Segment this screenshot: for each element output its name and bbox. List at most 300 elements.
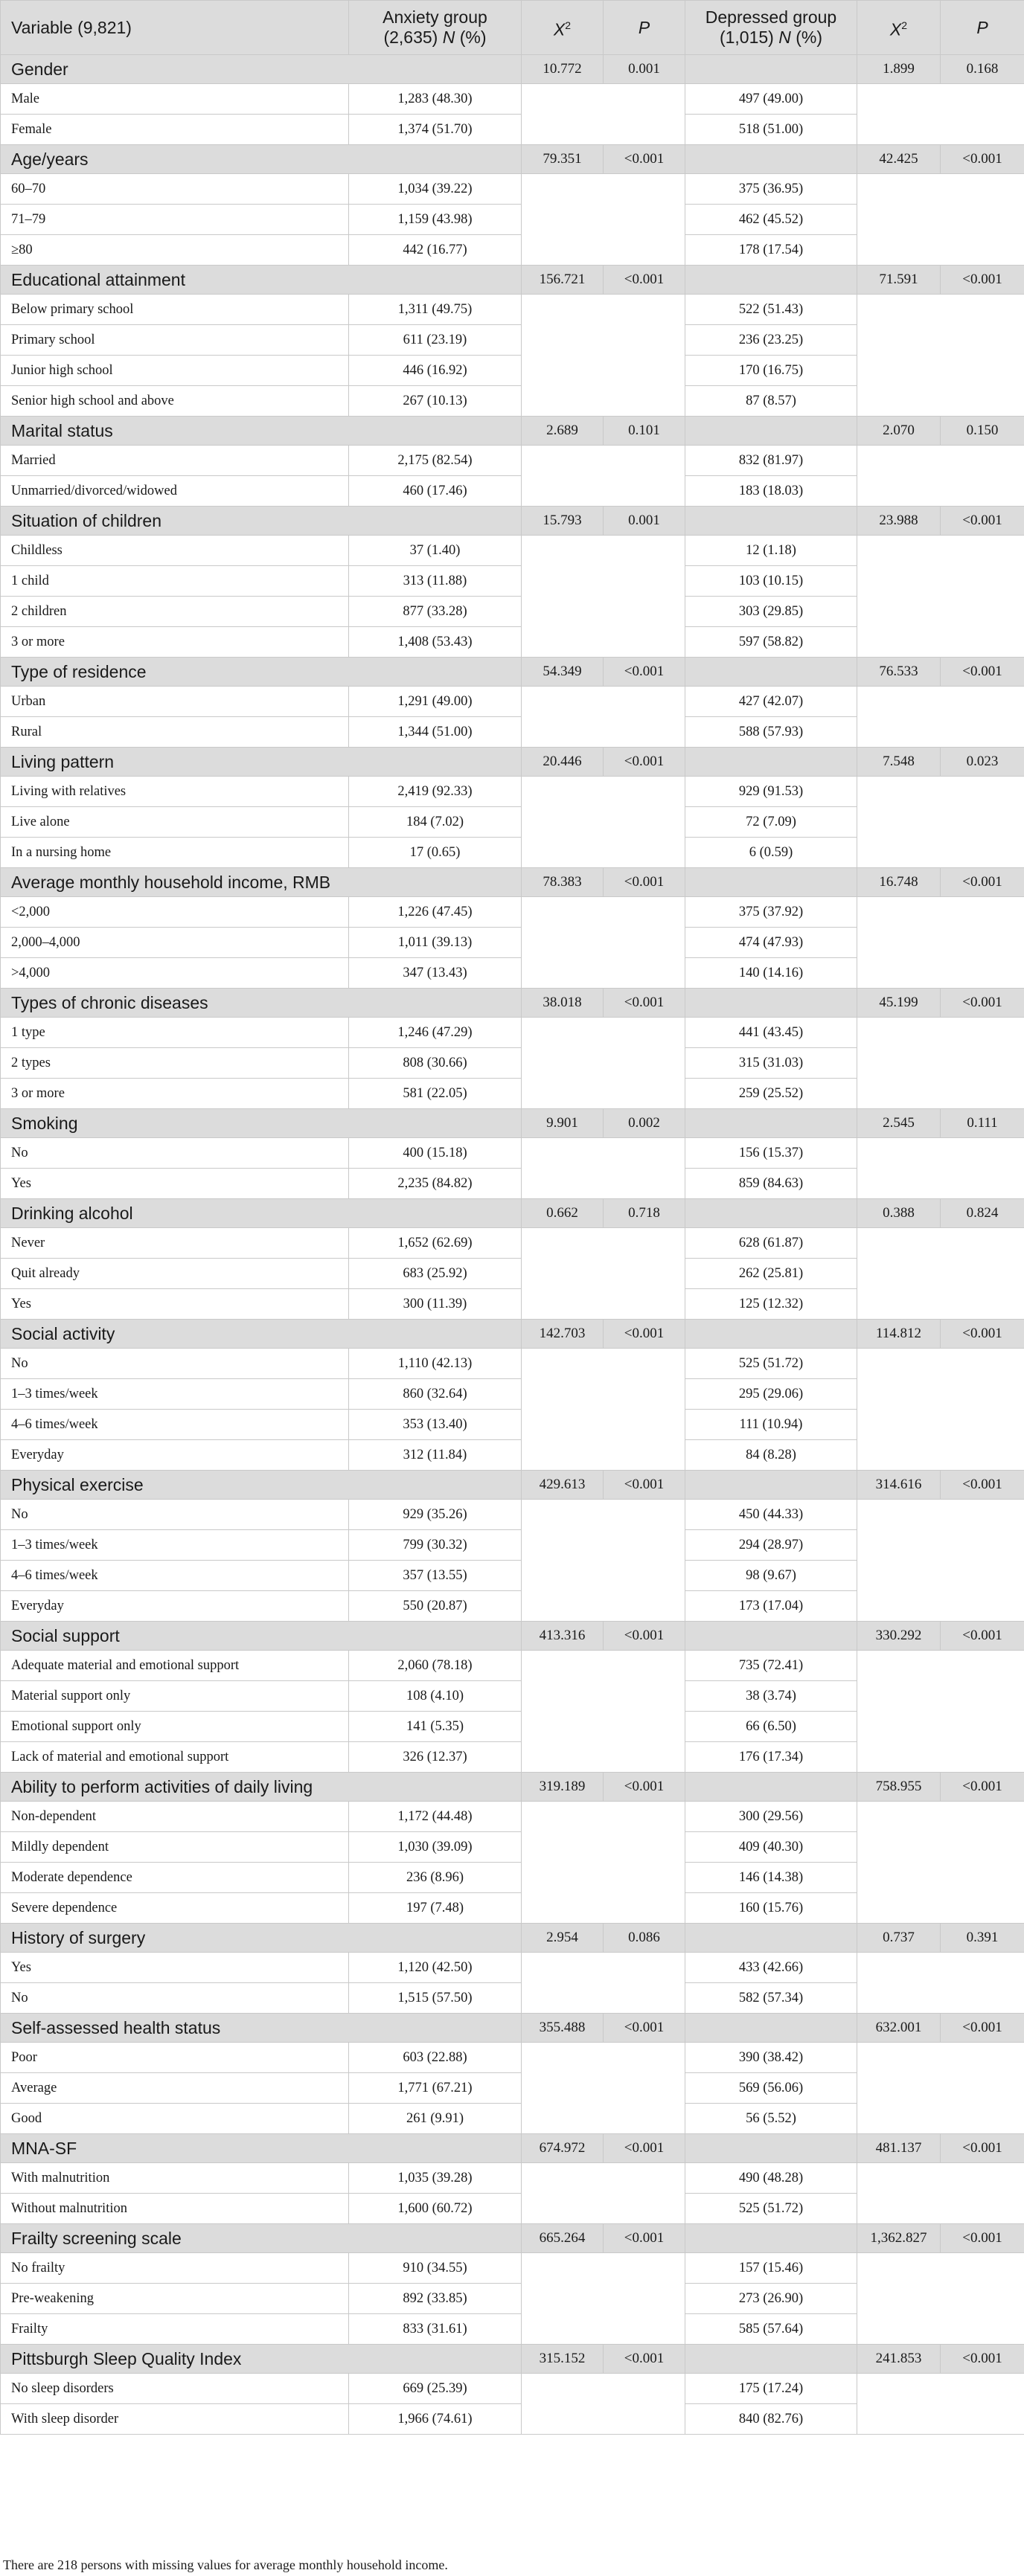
depressed-count-cell: 522 (51.43)	[685, 295, 857, 325]
header-anxiety-p: P	[604, 1, 685, 55]
anxiety-count-cell: 892 (33.85)	[349, 2284, 522, 2314]
anxiety-count-cell: 312 (11.84)	[349, 1440, 522, 1471]
anxiety-stat-empty-cell	[522, 446, 685, 507]
anxiety-chi-square-value: 20.446	[522, 748, 604, 777]
category-label: <2,000	[1, 897, 349, 928]
depressed-count-cell: 160 (15.76)	[685, 1893, 857, 1924]
group-name: Average monthly household income, RMB	[1, 868, 522, 897]
depressed-count-cell: 156 (15.37)	[685, 1138, 857, 1169]
anxiety-count-cell: 1,966 (74.61)	[349, 2404, 522, 2435]
anxiety-count-cell: 1,120 (42.50)	[349, 1953, 522, 1983]
depressed-count-cell: 98 (9.67)	[685, 1561, 857, 1591]
anxiety-chi-square-value: 355.488	[522, 2014, 604, 2043]
anxiety-stat-empty-cell	[522, 1500, 685, 1622]
depressed-chi-square-value: 0.737	[857, 1924, 941, 1953]
category-label: In a nursing home	[1, 838, 349, 868]
group-header-row	[1, 1109, 1024, 1138]
anxiety-stat-empty-cell	[522, 1228, 685, 1320]
depressed-count-cell: 157 (15.46)	[685, 2253, 857, 2284]
depressed-stat-empty-cell	[857, 1651, 1024, 1773]
anxiety-stat-empty-cell	[522, 2253, 685, 2345]
depressed-count-cell: 72 (7.09)	[685, 807, 857, 838]
depressed-group-spacer	[685, 1622, 857, 1651]
group-header-row	[1, 658, 1024, 687]
depressed-p-value: <0.001	[941, 658, 1024, 687]
depressed-count-cell: 375 (36.95)	[685, 174, 857, 205]
depressed-chi-square-value: 114.812	[857, 1320, 941, 1349]
depressed-group-spacer	[685, 1773, 857, 1802]
group-name: Type of residence	[1, 658, 522, 687]
anxiety-count-cell: 261 (9.91)	[349, 2104, 522, 2134]
header-depressed-count: (1,015)	[719, 28, 774, 47]
anxiety-count-cell: 877 (33.28)	[349, 597, 522, 627]
depressed-count-cell: 840 (82.76)	[685, 2404, 857, 2435]
anxiety-count-cell: 313 (11.88)	[349, 566, 522, 597]
depressed-p-value: 0.150	[941, 417, 1024, 446]
group-name: Social activity	[1, 1320, 522, 1349]
anxiety-chi-square-value: 413.316	[522, 1622, 604, 1651]
anxiety-stat-empty-cell	[522, 1802, 685, 1924]
depressed-count-cell: 103 (10.15)	[685, 566, 857, 597]
category-label: Lack of material and emotional support	[1, 1742, 349, 1773]
depressed-count-cell: 929 (91.53)	[685, 777, 857, 807]
anxiety-count-cell: 1,246 (47.29)	[349, 1018, 522, 1048]
table-row	[1, 1802, 1024, 1832]
category-label: Urban	[1, 687, 349, 717]
anxiety-chi-square-value: 315.152	[522, 2345, 604, 2374]
category-label: No	[1, 1500, 349, 1530]
category-label: 60–70	[1, 174, 349, 205]
depressed-p-value: <0.001	[941, 266, 1024, 295]
category-label: Never	[1, 1228, 349, 1259]
header-anxiety-chi-square: $X^2$	[522, 1, 604, 55]
header-anxiety-group	[349, 1, 522, 55]
anxiety-count-cell: 1,283 (48.30)	[349, 84, 522, 115]
table-row	[1, 1349, 1024, 1379]
depressed-group-spacer	[685, 1199, 857, 1228]
depressed-chi-square-value: 758.955	[857, 1773, 941, 1802]
anxiety-count-cell: 1,600 (60.72)	[349, 2194, 522, 2224]
depressed-stat-empty-cell	[857, 1500, 1024, 1622]
category-label: Below primary school	[1, 295, 349, 325]
depressed-chi-square-value: 1.899	[857, 55, 941, 84]
depressed-count-cell: 735 (72.41)	[685, 1651, 857, 1681]
anxiety-count-cell: 1,030 (39.09)	[349, 1832, 522, 1863]
anxiety-count-cell: 669 (25.39)	[349, 2374, 522, 2404]
depressed-stat-empty-cell	[857, 2374, 1024, 2435]
depressed-count-cell: 146 (14.38)	[685, 1863, 857, 1893]
group-name: Physical exercise	[1, 1471, 522, 1500]
category-label: Pre-weakening	[1, 2284, 349, 2314]
anxiety-count-cell: 1,035 (39.28)	[349, 2163, 522, 2194]
depressed-count-cell: 441 (43.45)	[685, 1018, 857, 1048]
depressed-p-value: <0.001	[941, 2134, 1024, 2163]
category-label: 1–3 times/week	[1, 1530, 349, 1561]
table-header	[1, 1, 1024, 55]
depressed-count-cell: 295 (29.06)	[685, 1379, 857, 1410]
group-name: Self-assessed health status	[1, 2014, 522, 2043]
depressed-stat-empty-cell	[857, 1802, 1024, 1924]
header-variable: Variable (9,821)	[1, 1, 349, 55]
depressed-count-cell: 175 (17.24)	[685, 2374, 857, 2404]
depressed-count-cell: 588 (57.93)	[685, 717, 857, 748]
category-label: ≥80	[1, 235, 349, 266]
category-label: No frailty	[1, 2253, 349, 2284]
anxiety-p-value: 0.001	[604, 507, 685, 536]
depressed-stat-empty-cell	[857, 1018, 1024, 1109]
depressed-count-cell: 375 (37.92)	[685, 897, 857, 928]
depressed-stat-empty-cell	[857, 2043, 1024, 2134]
group-name: Ability to perform activities of daily living	[1, 1773, 522, 1802]
category-label: Mildly dependent	[1, 1832, 349, 1863]
depressed-p-value: <0.001	[941, 1622, 1024, 1651]
depressed-stat-empty-cell	[857, 446, 1024, 507]
anxiety-chi-square-value: 674.972	[522, 2134, 604, 2163]
depressed-count-cell: 582 (57.34)	[685, 1983, 857, 2014]
anxiety-count-cell: 1,291 (49.00)	[349, 687, 522, 717]
anxiety-count-cell: 910 (34.55)	[349, 2253, 522, 2284]
table-row	[1, 1500, 1024, 1530]
anxiety-p-value: <0.001	[604, 145, 685, 174]
depressed-count-cell: 315 (31.03)	[685, 1048, 857, 1079]
depressed-p-value: <0.001	[941, 1320, 1024, 1349]
header-depressed-p: P	[941, 1, 1024, 55]
depressed-count-cell: 56 (5.52)	[685, 2104, 857, 2134]
anxiety-count-cell: 1,110 (42.13)	[349, 1349, 522, 1379]
depressed-group-spacer	[685, 868, 857, 897]
anxiety-p-value: <0.001	[604, 658, 685, 687]
anxiety-count-cell: 37 (1.40)	[349, 536, 522, 566]
group-name: Living pattern	[1, 748, 522, 777]
anxiety-p-value: <0.001	[604, 2014, 685, 2043]
anxiety-count-cell: 603 (22.88)	[349, 2043, 522, 2073]
depressed-count-cell: 525 (51.72)	[685, 1349, 857, 1379]
depressed-count-cell: 462 (45.52)	[685, 205, 857, 235]
group-header-row	[1, 748, 1024, 777]
table-footnote: There are 218 persons with missing values for average monthly household income.	[3, 2557, 448, 2572]
category-label: Average	[1, 2073, 349, 2104]
anxiety-count-cell: 197 (7.48)	[349, 1893, 522, 1924]
anxiety-count-cell: 2,175 (82.54)	[349, 446, 522, 476]
anxiety-count-cell: 1,159 (43.98)	[349, 205, 522, 235]
anxiety-p-value: 0.001	[604, 55, 685, 84]
group-header-row	[1, 1320, 1024, 1349]
table-row	[1, 1018, 1024, 1048]
depressed-count-cell: 497 (49.00)	[685, 84, 857, 115]
header-anxiety-title: Anxiety group	[383, 7, 487, 27]
anxiety-stat-empty-cell	[522, 897, 685, 989]
group-header-row	[1, 1471, 1024, 1500]
header-depressed-chi-square: $X^2$	[857, 1, 941, 55]
depressed-count-cell: 390 (38.42)	[685, 2043, 857, 2073]
depressed-count-cell: 474 (47.93)	[685, 928, 857, 958]
category-label: Everyday	[1, 1440, 349, 1471]
anxiety-count-cell: 1,771 (67.21)	[349, 2073, 522, 2104]
group-name: Types of chronic diseases	[1, 989, 522, 1018]
depressed-stat-empty-cell	[857, 1349, 1024, 1471]
group-name: Pittsburgh Sleep Quality Index	[1, 2345, 522, 2374]
anxiety-stat-empty-cell	[522, 1349, 685, 1471]
depressed-chi-square-value: 632.001	[857, 2014, 941, 2043]
category-label: No sleep disorders	[1, 2374, 349, 2404]
anxiety-stat-empty-cell	[522, 295, 685, 417]
group-name: Drinking alcohol	[1, 1199, 522, 1228]
anxiety-p-value: <0.001	[604, 1622, 685, 1651]
anxiety-count-cell: 446 (16.92)	[349, 356, 522, 386]
anxiety-count-cell: 2,419 (92.33)	[349, 777, 522, 807]
depressed-p-value: 0.023	[941, 748, 1024, 777]
category-label: 71–79	[1, 205, 349, 235]
anxiety-count-cell: 442 (16.77)	[349, 235, 522, 266]
category-label: 4–6 times/week	[1, 1561, 349, 1591]
category-label: 2,000–4,000	[1, 928, 349, 958]
anxiety-stat-empty-cell	[522, 2163, 685, 2224]
anxiety-count-cell: 1,408 (53.43)	[349, 627, 522, 658]
depressed-count-cell: 525 (51.72)	[685, 2194, 857, 2224]
anxiety-count-cell: 833 (31.61)	[349, 2314, 522, 2345]
anxiety-count-cell: 460 (17.46)	[349, 476, 522, 507]
depressed-stat-empty-cell	[857, 2163, 1024, 2224]
anxiety-count-cell: 141 (5.35)	[349, 1712, 522, 1742]
group-name: Age/years	[1, 145, 522, 174]
group-header-row	[1, 417, 1024, 446]
anxiety-chi-square-value: 15.793	[522, 507, 604, 536]
category-label: 2 children	[1, 597, 349, 627]
depressed-chi-square-value: 314.616	[857, 1471, 941, 1500]
anxiety-chi-square-value: 319.189	[522, 1773, 604, 1802]
anxiety-stat-empty-cell	[522, 687, 685, 748]
category-label: >4,000	[1, 958, 349, 989]
table-row	[1, 2374, 1024, 2404]
anxiety-count-cell: 611 (23.19)	[349, 325, 522, 356]
anxiety-chi-square-value: 156.721	[522, 266, 604, 295]
anxiety-count-cell: 799 (30.32)	[349, 1530, 522, 1561]
category-label: Adequate material and emotional support	[1, 1651, 349, 1681]
category-label: With sleep disorder	[1, 2404, 349, 2435]
anxiety-count-cell: 326 (12.37)	[349, 1742, 522, 1773]
depressed-p-value: <0.001	[941, 145, 1024, 174]
depressed-group-spacer	[685, 145, 857, 174]
depressed-count-cell: 597 (58.82)	[685, 627, 857, 658]
table-row	[1, 2253, 1024, 2284]
category-label: Emotional support only	[1, 1712, 349, 1742]
depressed-stat-empty-cell	[857, 295, 1024, 417]
anxiety-stat-empty-cell	[522, 1138, 685, 1199]
anxiety-count-cell: 17 (0.65)	[349, 838, 522, 868]
depressed-count-cell: 303 (29.85)	[685, 597, 857, 627]
anxiety-p-value: <0.001	[604, 2345, 685, 2374]
anxiety-count-cell: 2,060 (78.18)	[349, 1651, 522, 1681]
depressed-count-cell: 859 (84.63)	[685, 1169, 857, 1199]
category-label: Female	[1, 115, 349, 145]
depressed-count-cell: 628 (61.87)	[685, 1228, 857, 1259]
table-row	[1, 2043, 1024, 2073]
category-label: 2 types	[1, 1048, 349, 1079]
category-label: Material support only	[1, 1681, 349, 1712]
depressed-chi-square-value: 481.137	[857, 2134, 941, 2163]
depressed-p-value: <0.001	[941, 2345, 1024, 2374]
depressed-group-spacer	[685, 2134, 857, 2163]
depressed-stat-empty-cell	[857, 174, 1024, 266]
depressed-chi-square-value: 2.545	[857, 1109, 941, 1138]
anxiety-p-value: <0.001	[604, 2224, 685, 2253]
group-header-row	[1, 1773, 1024, 1802]
depressed-stat-empty-cell	[857, 1953, 1024, 2014]
anxiety-stat-empty-cell	[522, 1953, 685, 2014]
table-row	[1, 687, 1024, 717]
depressed-count-cell: 518 (51.00)	[685, 115, 857, 145]
depressed-p-value: 0.824	[941, 1199, 1024, 1228]
anxiety-p-value: 0.718	[604, 1199, 685, 1228]
anxiety-count-cell: 1,011 (39.13)	[349, 928, 522, 958]
group-header-row	[1, 1924, 1024, 1953]
anxiety-count-cell: 860 (32.64)	[349, 1379, 522, 1410]
category-label: Non-dependent	[1, 1802, 349, 1832]
depressed-group-spacer	[685, 2224, 857, 2253]
table-row	[1, 2163, 1024, 2194]
group-header-row	[1, 989, 1024, 1018]
anxiety-stat-empty-cell	[522, 2374, 685, 2435]
group-name: Situation of children	[1, 507, 522, 536]
depressed-p-value: <0.001	[941, 507, 1024, 536]
depressed-group-spacer	[685, 507, 857, 536]
depressed-count-cell: 273 (26.90)	[685, 2284, 857, 2314]
header-depressed-pct: (%)	[796, 28, 823, 47]
anxiety-stat-empty-cell	[522, 84, 685, 145]
anxiety-count-cell: 184 (7.02)	[349, 807, 522, 838]
depressed-count-cell: 38 (3.74)	[685, 1681, 857, 1712]
category-label: Good	[1, 2104, 349, 2134]
category-label: Childless	[1, 536, 349, 566]
anxiety-count-cell: 929 (35.26)	[349, 1500, 522, 1530]
category-label: Male	[1, 84, 349, 115]
category-label: Moderate dependence	[1, 1863, 349, 1893]
anxiety-count-cell: 683 (25.92)	[349, 1259, 522, 1289]
depressed-chi-square-value: 7.548	[857, 748, 941, 777]
anxiety-count-cell: 581 (22.05)	[349, 1079, 522, 1109]
depressed-count-cell: 300 (29.56)	[685, 1802, 857, 1832]
table-row	[1, 536, 1024, 566]
depressed-group-spacer	[685, 989, 857, 1018]
anxiety-count-cell: 1,034 (39.22)	[349, 174, 522, 205]
depressed-p-value: <0.001	[941, 1471, 1024, 1500]
depressed-chi-square-value: 330.292	[857, 1622, 941, 1651]
category-label: With malnutrition	[1, 2163, 349, 2194]
group-header-row	[1, 1199, 1024, 1228]
depressed-count-cell: 832 (81.97)	[685, 446, 857, 476]
anxiety-p-value: <0.001	[604, 748, 685, 777]
category-label: Frailty	[1, 2314, 349, 2345]
anxiety-chi-square-value: 2.689	[522, 417, 604, 446]
category-label: 1–3 times/week	[1, 1379, 349, 1410]
depressed-stat-empty-cell	[857, 536, 1024, 658]
anxiety-count-cell: 347 (13.43)	[349, 958, 522, 989]
depressed-chi-square-value: 76.533	[857, 658, 941, 687]
depressed-group-spacer	[685, 1320, 857, 1349]
depressed-chi-square-value: 71.591	[857, 266, 941, 295]
depressed-count-cell: 427 (42.07)	[685, 687, 857, 717]
group-name: Gender	[1, 55, 522, 84]
category-label: Yes	[1, 1169, 349, 1199]
category-label: Everyday	[1, 1591, 349, 1622]
group-name: Educational attainment	[1, 266, 522, 295]
anxiety-stat-empty-cell	[522, 536, 685, 658]
depressed-count-cell: 490 (48.28)	[685, 2163, 857, 2194]
anxiety-count-cell: 2,235 (84.82)	[349, 1169, 522, 1199]
group-name: Marital status	[1, 417, 522, 446]
depressed-chi-square-value: 45.199	[857, 989, 941, 1018]
anxiety-count-cell: 1,515 (57.50)	[349, 1983, 522, 2014]
category-label: No	[1, 1349, 349, 1379]
category-label: Yes	[1, 1289, 349, 1320]
depressed-stat-empty-cell	[857, 777, 1024, 868]
depressed-count-cell: 66 (6.50)	[685, 1712, 857, 1742]
anxiety-p-value: 0.002	[604, 1109, 685, 1138]
anxiety-p-value: 0.086	[604, 1924, 685, 1953]
header-anxiety-pct: (%)	[459, 28, 487, 47]
group-name: Smoking	[1, 1109, 522, 1138]
anxiety-chi-square-value: 665.264	[522, 2224, 604, 2253]
depressed-chi-square-value: 1,362.827	[857, 2224, 941, 2253]
depressed-count-cell: 450 (44.33)	[685, 1500, 857, 1530]
anxiety-p-value: <0.001	[604, 266, 685, 295]
anxiety-p-value: <0.001	[604, 1773, 685, 1802]
group-name: Frailty screening scale	[1, 2224, 522, 2253]
depressed-stat-empty-cell	[857, 1228, 1024, 1320]
group-header-row	[1, 2224, 1024, 2253]
anxiety-stat-empty-cell	[522, 1018, 685, 1109]
anxiety-chi-square-value: 2.954	[522, 1924, 604, 1953]
depressed-chi-square-value: 241.853	[857, 2345, 941, 2374]
table-row	[1, 1651, 1024, 1681]
depressed-count-cell: 236 (23.25)	[685, 325, 857, 356]
category-label: 3 or more	[1, 1079, 349, 1109]
table-body	[1, 55, 1024, 2435]
category-label: Rural	[1, 717, 349, 748]
header-depressed-n: N	[778, 28, 791, 47]
category-label: No	[1, 1138, 349, 1169]
depressed-group-spacer	[685, 266, 857, 295]
category-label: Quit already	[1, 1259, 349, 1289]
anxiety-count-cell: 108 (4.10)	[349, 1681, 522, 1712]
depressed-p-value: <0.001	[941, 2014, 1024, 2043]
depressed-group-spacer	[685, 2014, 857, 2043]
depressed-count-cell: 585 (57.64)	[685, 2314, 857, 2345]
depressed-count-cell: 140 (14.16)	[685, 958, 857, 989]
category-label: Without malnutrition	[1, 2194, 349, 2224]
group-header-row	[1, 145, 1024, 174]
depressed-p-value: <0.001	[941, 989, 1024, 1018]
group-header-row	[1, 868, 1024, 897]
anxiety-count-cell: 300 (11.39)	[349, 1289, 522, 1320]
depressed-group-spacer	[685, 1471, 857, 1500]
table-row	[1, 1953, 1024, 1983]
depressed-group-spacer	[685, 2345, 857, 2374]
depressed-chi-square-value: 42.425	[857, 145, 941, 174]
group-header-row	[1, 2014, 1024, 2043]
category-label: Poor	[1, 2043, 349, 2073]
table-row	[1, 897, 1024, 928]
group-header-row	[1, 2345, 1024, 2374]
depressed-group-spacer	[685, 658, 857, 687]
depressed-stat-empty-cell	[857, 897, 1024, 989]
anxiety-p-value: <0.001	[604, 1471, 685, 1500]
category-label: 4–6 times/week	[1, 1410, 349, 1440]
depressed-group-spacer	[685, 417, 857, 446]
anxiety-count-cell: 353 (13.40)	[349, 1410, 522, 1440]
anxiety-p-value: <0.001	[604, 2134, 685, 2163]
anxiety-chi-square-value: 0.662	[522, 1199, 604, 1228]
